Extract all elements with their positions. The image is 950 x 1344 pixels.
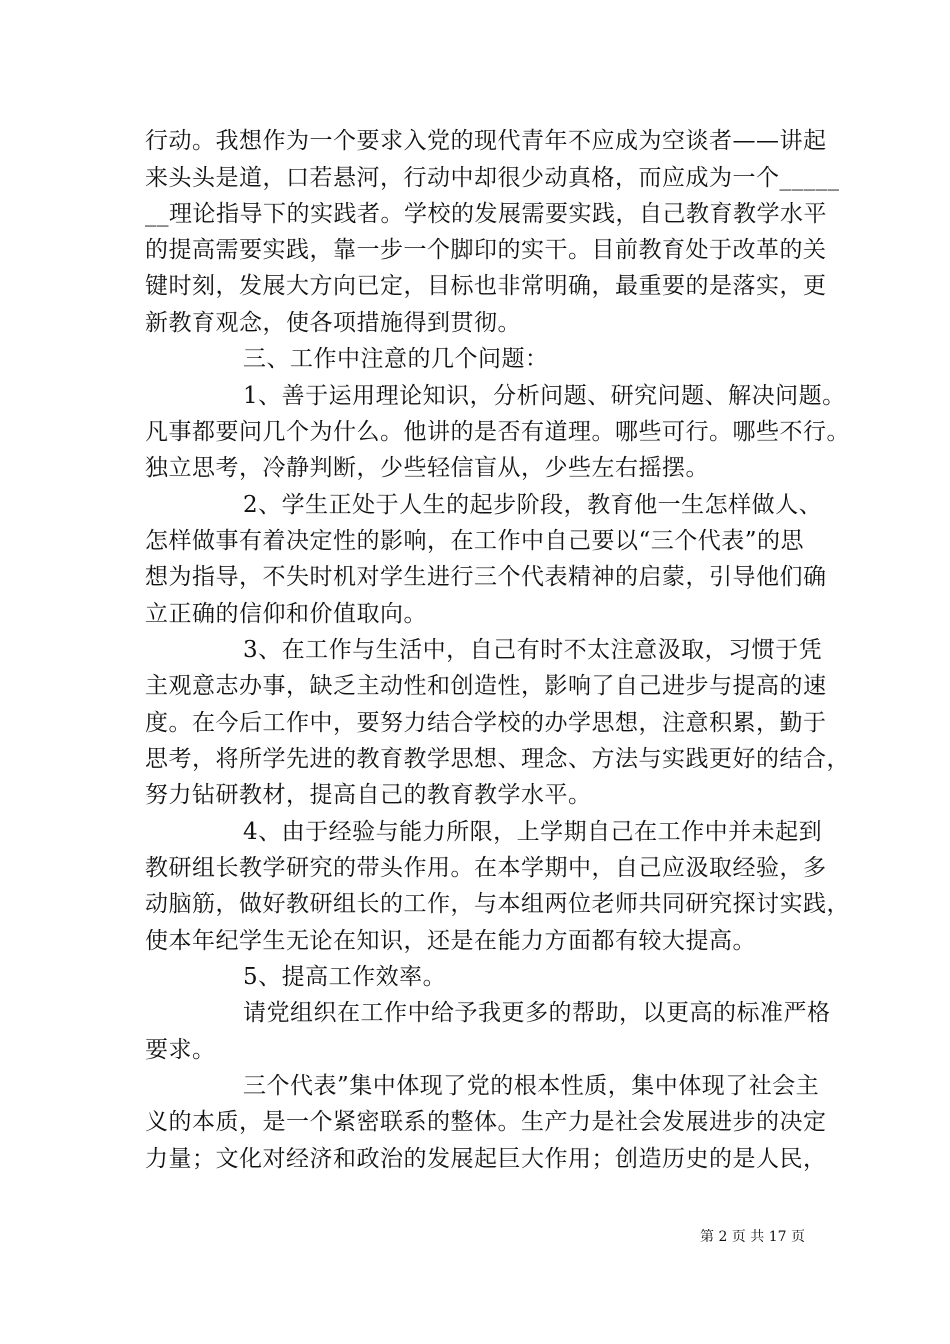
- text-line: 努力钻研教材，提高自己的教育教学水平。: [145, 782, 592, 808]
- text-line: 3、在工作与生活中，自己有时不太注意汲取，习惯于凭: [243, 637, 823, 663]
- text-line: 新教育观念，使各项措施得到贯彻。: [145, 310, 521, 336]
- text-line: 凡事都要问几个为什么。他讲的是否有道理。哪些可行。哪些不行。: [145, 419, 850, 445]
- section-heading: 三、工作中注意的几个问题：: [243, 346, 549, 372]
- text-line: 力量；文化对经济和政治的发展起巨大作用；创造历史的是人民，: [145, 1146, 827, 1172]
- text-line: 请党组织在工作中给予我更多的帮助，以更高的标准严格: [243, 1000, 831, 1026]
- text-line: 2、学生正处于人生的起步阶段，教育他一生怎样做人、: [243, 492, 823, 518]
- text-line: 的提高需要实践，靠一步一个脚印的实干。目前教育处于改革的关: [145, 237, 827, 263]
- text-line: 5、提高工作效率。: [243, 964, 447, 990]
- text-line: 度。在今后工作中，要努力结合学校的办学思想，注意积累，勤于: [145, 710, 827, 736]
- text-line: 想为指导，不失时机对学生进行三个代表精神的启蒙，引导他们确: [145, 564, 827, 590]
- text-line: 立正确的信仰和价值取向。: [145, 601, 427, 627]
- text-line: __理论指导下的实践者。学校的发展需要实践，自己教育教学水平: [145, 201, 827, 227]
- text-line: 1、善于运用理论知识，分析问题、研究问题、解决问题。: [243, 383, 846, 409]
- text-line: 三个代表”集中体现了党的根本性质，集中体现了社会主: [243, 1073, 820, 1099]
- text-line: 怎样做事有着决定性的影响，在工作中自己要以“三个代表”的思: [145, 528, 805, 554]
- text-line: 独立思考，冷静判断，少些轻信盲从，少些左右摇摆。: [145, 455, 709, 481]
- page-number-footer: 第 2 页 共 17 页: [700, 1229, 805, 1245]
- text-line: 思考，将所学先进的教育教学思想、理念、方法与实践更好的结合，: [145, 746, 850, 772]
- text-line: 动脑筋，做好教研组长的工作，与本组两位老师共同研究探讨实践，: [145, 891, 850, 917]
- text-line: 义的本质，是一个紧密联系的整体。生产力是社会发展进步的决定: [145, 1109, 827, 1135]
- text-line: 教研组长教学研究的带头作用。在本学期中，自己应汲取经验，多: [145, 855, 827, 881]
- text-line: 4、由于经验与能力所限，上学期自己在工作中并未起到: [243, 819, 823, 845]
- text-line: 来头头是道，口若悬河，行动中却很少动真格，而应成为一个_____: [145, 165, 840, 191]
- text-line: 键时刻，发展大方向已定，目标也非常明确，最重要的是落实，更: [145, 273, 827, 299]
- text-line: 行动。我想作为一个要求入党的现代青年不应成为空谈者——讲起: [145, 128, 827, 154]
- text-line: 要求。: [145, 1037, 216, 1063]
- text-line: 使本年纪学生无论在知识，还是在能力方面都有较大提高。: [145, 928, 756, 954]
- text-line: 主观意志办事，缺乏主动性和创造性，影响了自己进步与提高的速: [145, 673, 827, 699]
